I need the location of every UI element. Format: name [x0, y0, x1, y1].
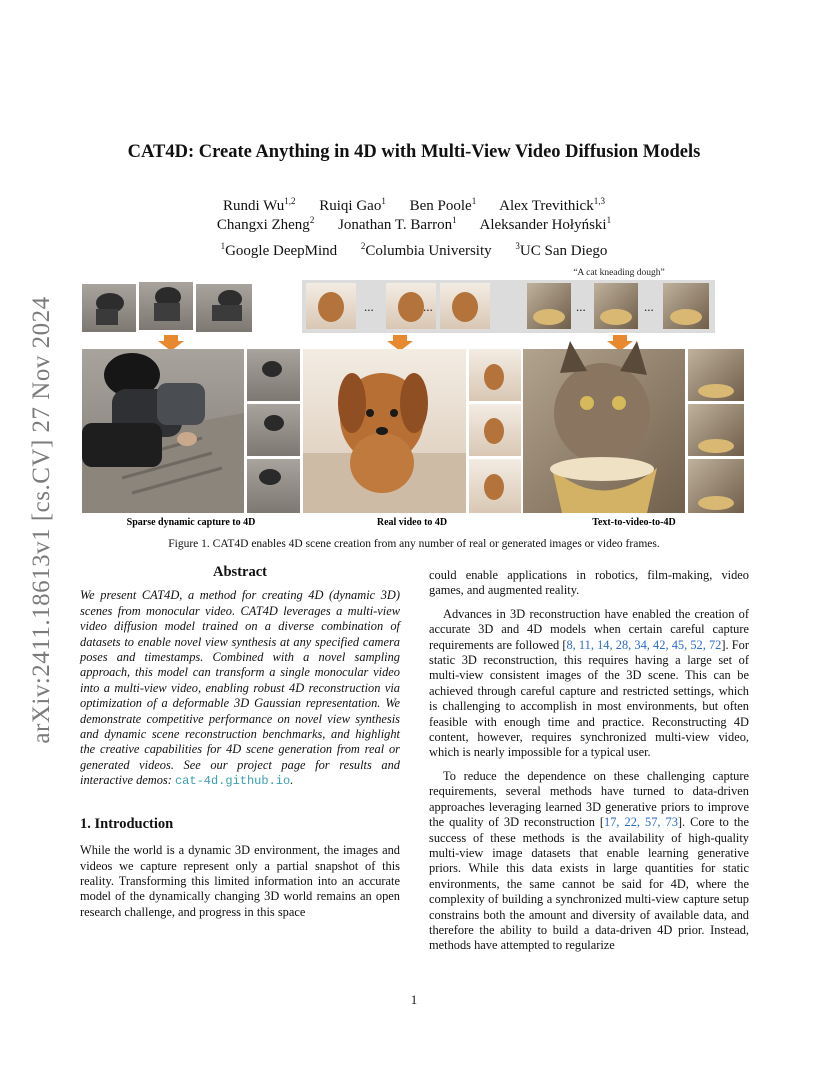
- author: Rundi Wu$^{1,2}$: [223, 196, 296, 214]
- ellipsis: ...: [364, 299, 374, 314]
- citation-link[interactable]: 8, 11, 14, 28, 34, 42, 45, 52, 72: [566, 637, 722, 652]
- panel-label: Sparse dynamic capture to 4D: [126, 517, 256, 528]
- paragraph: Advances in 3D reconstruction have enabled the creation of accurate 3D and 4D models when certain careful capture requirements are followed [8, 11, 14, 28, 34, 42, 45, 52, 72]. For static 3D reconstruction, this requires having a large set of multi-view consistent images of the 3D scene. This can be achieved through careful capture and restricted settings, which is challenging to accomplish in most environments, but often feasible with enough time and practice. Reconstructing 4D content, however, requires synchronized multi-view video, which is nearly impossible for a typical user.: [429, 606, 749, 760]
- intro-heading: 1. Introduction: [80, 815, 174, 832]
- author: Changxi Zheng$^2$: [216, 215, 315, 233]
- panel-3-inputs: [523, 280, 715, 333]
- panel-1-main: [82, 349, 300, 513]
- affiliations: [0, 241, 828, 260]
- arxiv-stamp: [22, 280, 62, 760]
- ellipsis: ...: [644, 299, 654, 314]
- affiliation: $^2$Columbia University: [360, 241, 492, 259]
- page-number: 1: [410, 993, 418, 1007]
- arrow-icon: [607, 335, 633, 351]
- figure-caption: Figure 1. CAT4D enables 4D scene creation from any number of real or generated images or video frames.: [168, 538, 660, 550]
- ellipsis: ...: [576, 299, 586, 314]
- author: Alex Trevithick$^{1,3}$: [499, 196, 605, 214]
- abstract-text: We present CAT4D, a method for creating 4D (dynamic 3D) scenes from monocular video. CAT4D leverages a multi-view video diffusion model trained on a diverse combination of datasets to enable novel view synthesis at any specified camera poses and timestamps. Combined with a novel sampling approach, this model can transform a single monocular video into a multi-view video, enabling robust 4D reconstruction via optimization of a deformable 3D Gaussian representation. We demonstrate competitive performance on novel view synthesis and dynamic scene reconstruction benchmarks, and highlight the creative capabilities for 4D scene generation from real or generated videos. See our project page for results and interactive demos: cat-4d.github.io.: [80, 588, 400, 789]
- panel-label: Text-to-video-to-4D: [592, 517, 676, 528]
- author: Aleksander Hołyński$^1$: [479, 215, 612, 233]
- left-column: [80, 565, 400, 920]
- teaser-figure: [82, 263, 746, 531]
- abstract-heading: Abstract: [213, 564, 267, 580]
- panel-2-main: [303, 349, 521, 513]
- citation-link[interactable]: 17, 22, 57, 73: [604, 815, 678, 830]
- authors-line-1: [0, 196, 828, 215]
- author: Jonathan T. Barron$^1$: [338, 215, 457, 233]
- intro-paragraph: While the world is a dynamic 3D environment, the images and videos we capture represent only a partial snapshot of this reality. Transforming this limited information into an accurate model of the dynamically changing 3D world remains an open research challenge, and progress in this space: [80, 843, 400, 919]
- arrow-icon: [158, 335, 184, 351]
- panel-label: Real video to 4D: [376, 517, 448, 528]
- authors-line-2: [0, 215, 828, 234]
- paragraph: To reduce the dependence on these challenging capture requirements, several methods have turned to data-driven approaches leveraging learned 3D generative priors to improve the quality of 3D reconstruction [17, 22, 57, 73]. Core to the success of these methods is the availability of high-quality multi-view image datasets that enable learning generative priors. While this data exists in large quantities for static environments, the same cannot be said for 4D, where the complexity of building a synchronized multi-view capture setup constrains both the amount and diversity of available data, and therefore the ability to build a data-driven 4D prior. Instead, methods have attempted to regularize: [429, 768, 749, 953]
- project-link[interactable]: cat-4d.github.io: [174, 774, 291, 789]
- author: Ruiqi Gao$^1$: [319, 196, 386, 214]
- panel-1-inputs: [82, 282, 252, 332]
- author: Ben Poole$^1$: [409, 196, 477, 214]
- affiliation: $^3$UC San Diego: [515, 241, 608, 259]
- arrow-icon: [387, 335, 413, 351]
- affiliation: $^1$Google DeepMind: [220, 241, 338, 259]
- paragraph: could enable applications in robotics, film-making, video games, and augmented reality.: [429, 568, 749, 598]
- paper-title: CAT4D: Create Anything in 4D with Multi-View Video Diffusion Models: [127, 142, 701, 162]
- teaser-prompt: “A cat kneading dough”: [573, 268, 665, 278]
- ellipsis: ...: [423, 299, 433, 314]
- arxiv-stamp-text: arXiv:2411.18613v1 [cs.CV] 27 Nov 2024: [28, 296, 55, 744]
- right-column: [429, 568, 749, 954]
- panel-3-main: [523, 341, 744, 513]
